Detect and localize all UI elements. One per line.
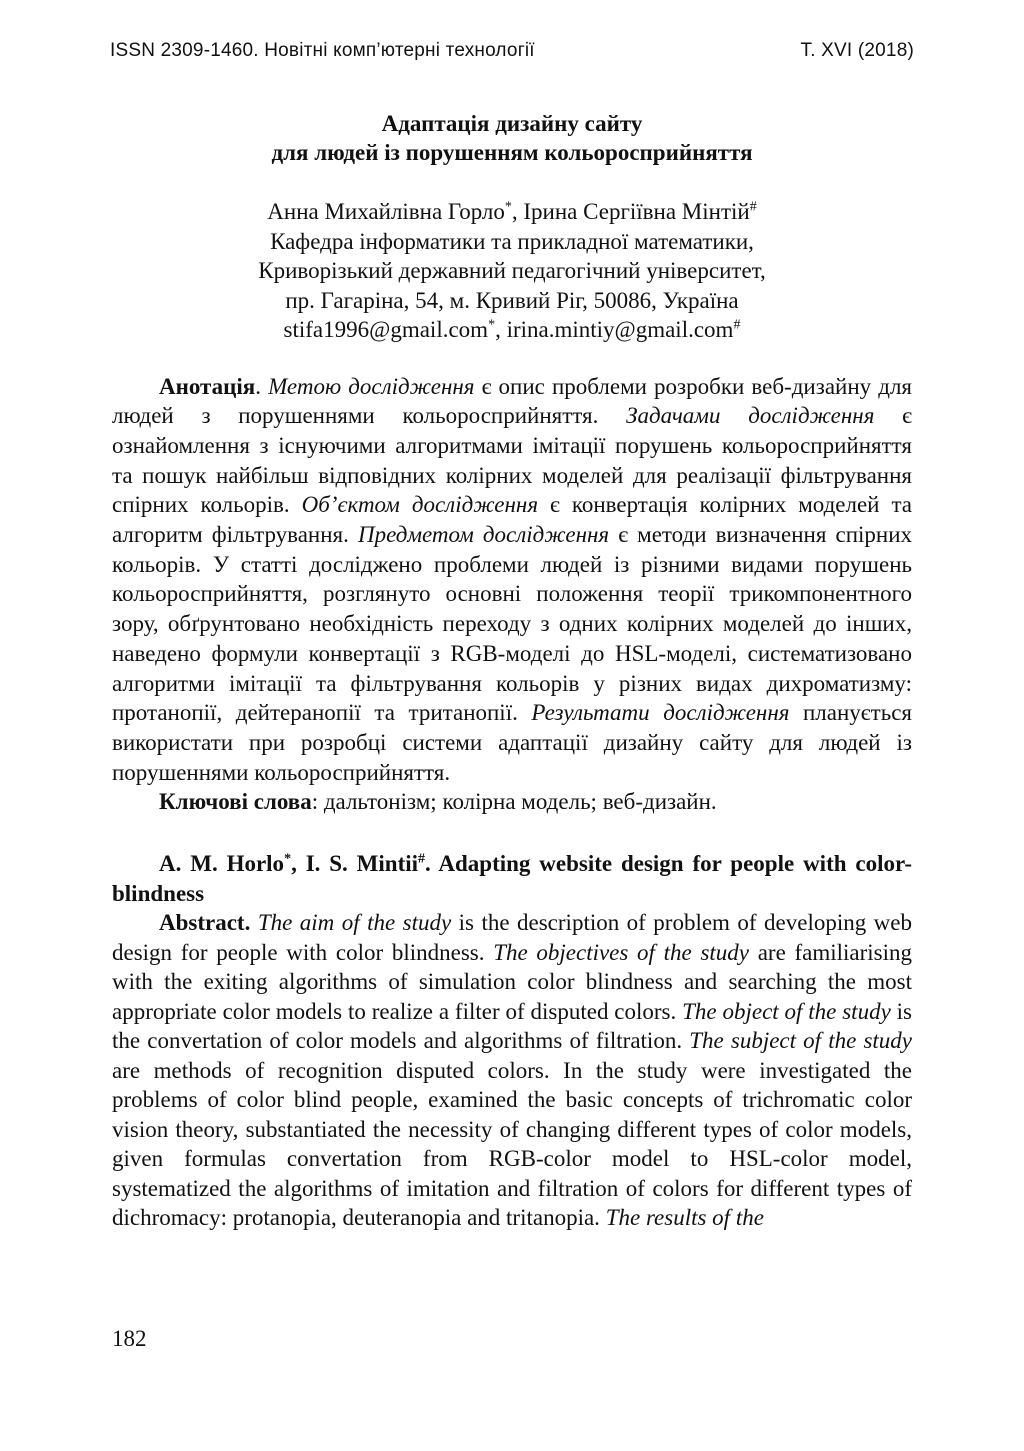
keywords-uk-list: : дальтонізм; колірна модель; веб-дизайн.: [311, 789, 717, 815]
abstract-uk-text-1: .: [255, 373, 269, 399]
email-2: irina.mintiy@gmail.com: [506, 317, 734, 342]
abstract-uk-text-4: є конвертація колірних моделей та алгоритм фільтрування.: [112, 492, 912, 548]
email-1-mark: *: [488, 317, 496, 333]
author-separator: ,: [511, 199, 524, 224]
abstract-en-text-2: is the description of problem of developing web design for people with color blindness.: [112, 910, 913, 965]
author-1-mark: *: [504, 199, 512, 215]
abstract-uk-objectives: Задачами дослідження: [626, 403, 875, 429]
en-author-2: I. S. Mintii: [305, 851, 419, 877]
abstract-uk-text-5: є методи визначення спірних кольорів. У статті досліджено проблеми людей із різними видами порушень кольоросприйняття, розглянуто основні положення теорії трикомпонентного зору, обґрунтовано необхідність переходу з одних колірних моделей до інших, наведено формули конвертації з RGB-моделі до HSL-моделі, систематизовано алгоритми імітації та фільтрування кольорів у різних видах дихроматизму: протанопії, дейтеранопії та тританопії.: [112, 522, 913, 726]
abstract-ukrainian: [112, 372, 912, 818]
en-author-1: A. M. Horlo: [159, 851, 285, 877]
running-header: [110, 40, 914, 62]
author-1: Анна Михайлівна Горло: [267, 199, 505, 224]
author-names: [112, 197, 912, 227]
abstract-en-aim: The aim of the study: [257, 910, 452, 936]
abstract-en-text-3: are familiarising with the exiting algorithms of simulation color blindness and searching the most appropriate color models to realize a filter of disputed colors.: [112, 939, 913, 1024]
abstract-en-text-4: is the convertation of color models and algorithms of filtration.: [112, 998, 912, 1054]
title-line-1: Адаптація дизайну сайту: [381, 111, 643, 136]
journal-issn-title: ISSN 2309-1460. Новітні комп’ютерні технології: [110, 40, 535, 61]
affiliation-university: Криворізький державний педагогічний університет,: [258, 258, 766, 283]
en-author-1-mark: *: [284, 851, 292, 867]
affiliation-address: пр. Гагаріна, 54, м. Кривий Ріг, 50086, Україна: [285, 287, 739, 313]
abstract-en-objectives: The objectives of the study: [493, 939, 749, 965]
email-1: stifa1996@gmail.com: [283, 317, 489, 342]
author-2: Ірина Сергіївна Мінтій: [523, 199, 750, 224]
abstract-en-text-1: [250, 910, 257, 935]
abstract-en-subject: The subject of the study: [689, 1028, 912, 1054]
abstract-uk-text-6: планується використати при розробці системи адаптації дизайну сайту для людей із порушеннями кольоросприйняття.: [112, 700, 912, 785]
author-emails: [112, 315, 912, 345]
title-line-2: для людей із порушенням кольоросприйняття: [271, 140, 753, 165]
abstract-en-text-5: are methods of recognition disputed colors. In the study were investigated the problems of color blind people, examined the basic concepts of trichromatic color vision theory, substantiated the necessity of changing different types of color models, given formulas convertation from RGB-color model to HSL-color model, systematized the algorithms of imitation and filtration of colors for different types of dichromacy: protanopia, deuteranopia and tritanopia.: [112, 1057, 912, 1231]
abstract-en-label: Abstract.: [159, 910, 251, 936]
abstract-english: [112, 908, 912, 1233]
abstract-uk-paragraph: [112, 372, 912, 788]
author-block: [112, 197, 912, 345]
abstract-uk-aim: Метою дослідження: [268, 373, 475, 399]
abstract-uk-text-2: є опис проблеми розробки веб-дизайну для людей з порушеннями кольоросприйняття.: [112, 373, 912, 429]
keywords-uk-label: Ключові слова: [159, 789, 312, 815]
en-paper-title: . Adapting website design for people with color-blindness: [112, 851, 913, 906]
abstract-uk-object: Об’єктом дослідження: [301, 492, 539, 518]
journal-volume: Т. XVI (2018): [800, 40, 914, 61]
abstract-en-object: The object of the study: [682, 998, 891, 1024]
abstract-uk-label: Анотація: [159, 373, 256, 399]
abstract-en-results: The results of the: [605, 1205, 764, 1231]
affiliation-department: Кафедра інформатики та прикладної математики,: [270, 228, 754, 254]
keywords-uk: [112, 787, 912, 817]
en-author-separator: ,: [291, 851, 306, 877]
en-author-2-mark: #: [418, 851, 426, 867]
abstract-uk-text-3: є ознайомлення з існуючими алгоритмами імітації порушень кольоросприйняття та пошук найбільш відповідних колірних моделей для реалізації фільтрування спірних кольорів.: [112, 403, 913, 518]
author-2-mark: #: [749, 199, 757, 215]
abstract-en-paragraph: [112, 908, 912, 1233]
email-2-mark: #: [733, 317, 741, 333]
english-title: [112, 849, 912, 908]
abstract-uk-results: Результати дослідження: [531, 700, 790, 726]
abstract-uk-subject: Предметом дослідження: [357, 522, 610, 548]
page-number: 182: [112, 1326, 147, 1351]
email-separator: ,: [495, 317, 507, 342]
paper-title: [112, 109, 912, 167]
